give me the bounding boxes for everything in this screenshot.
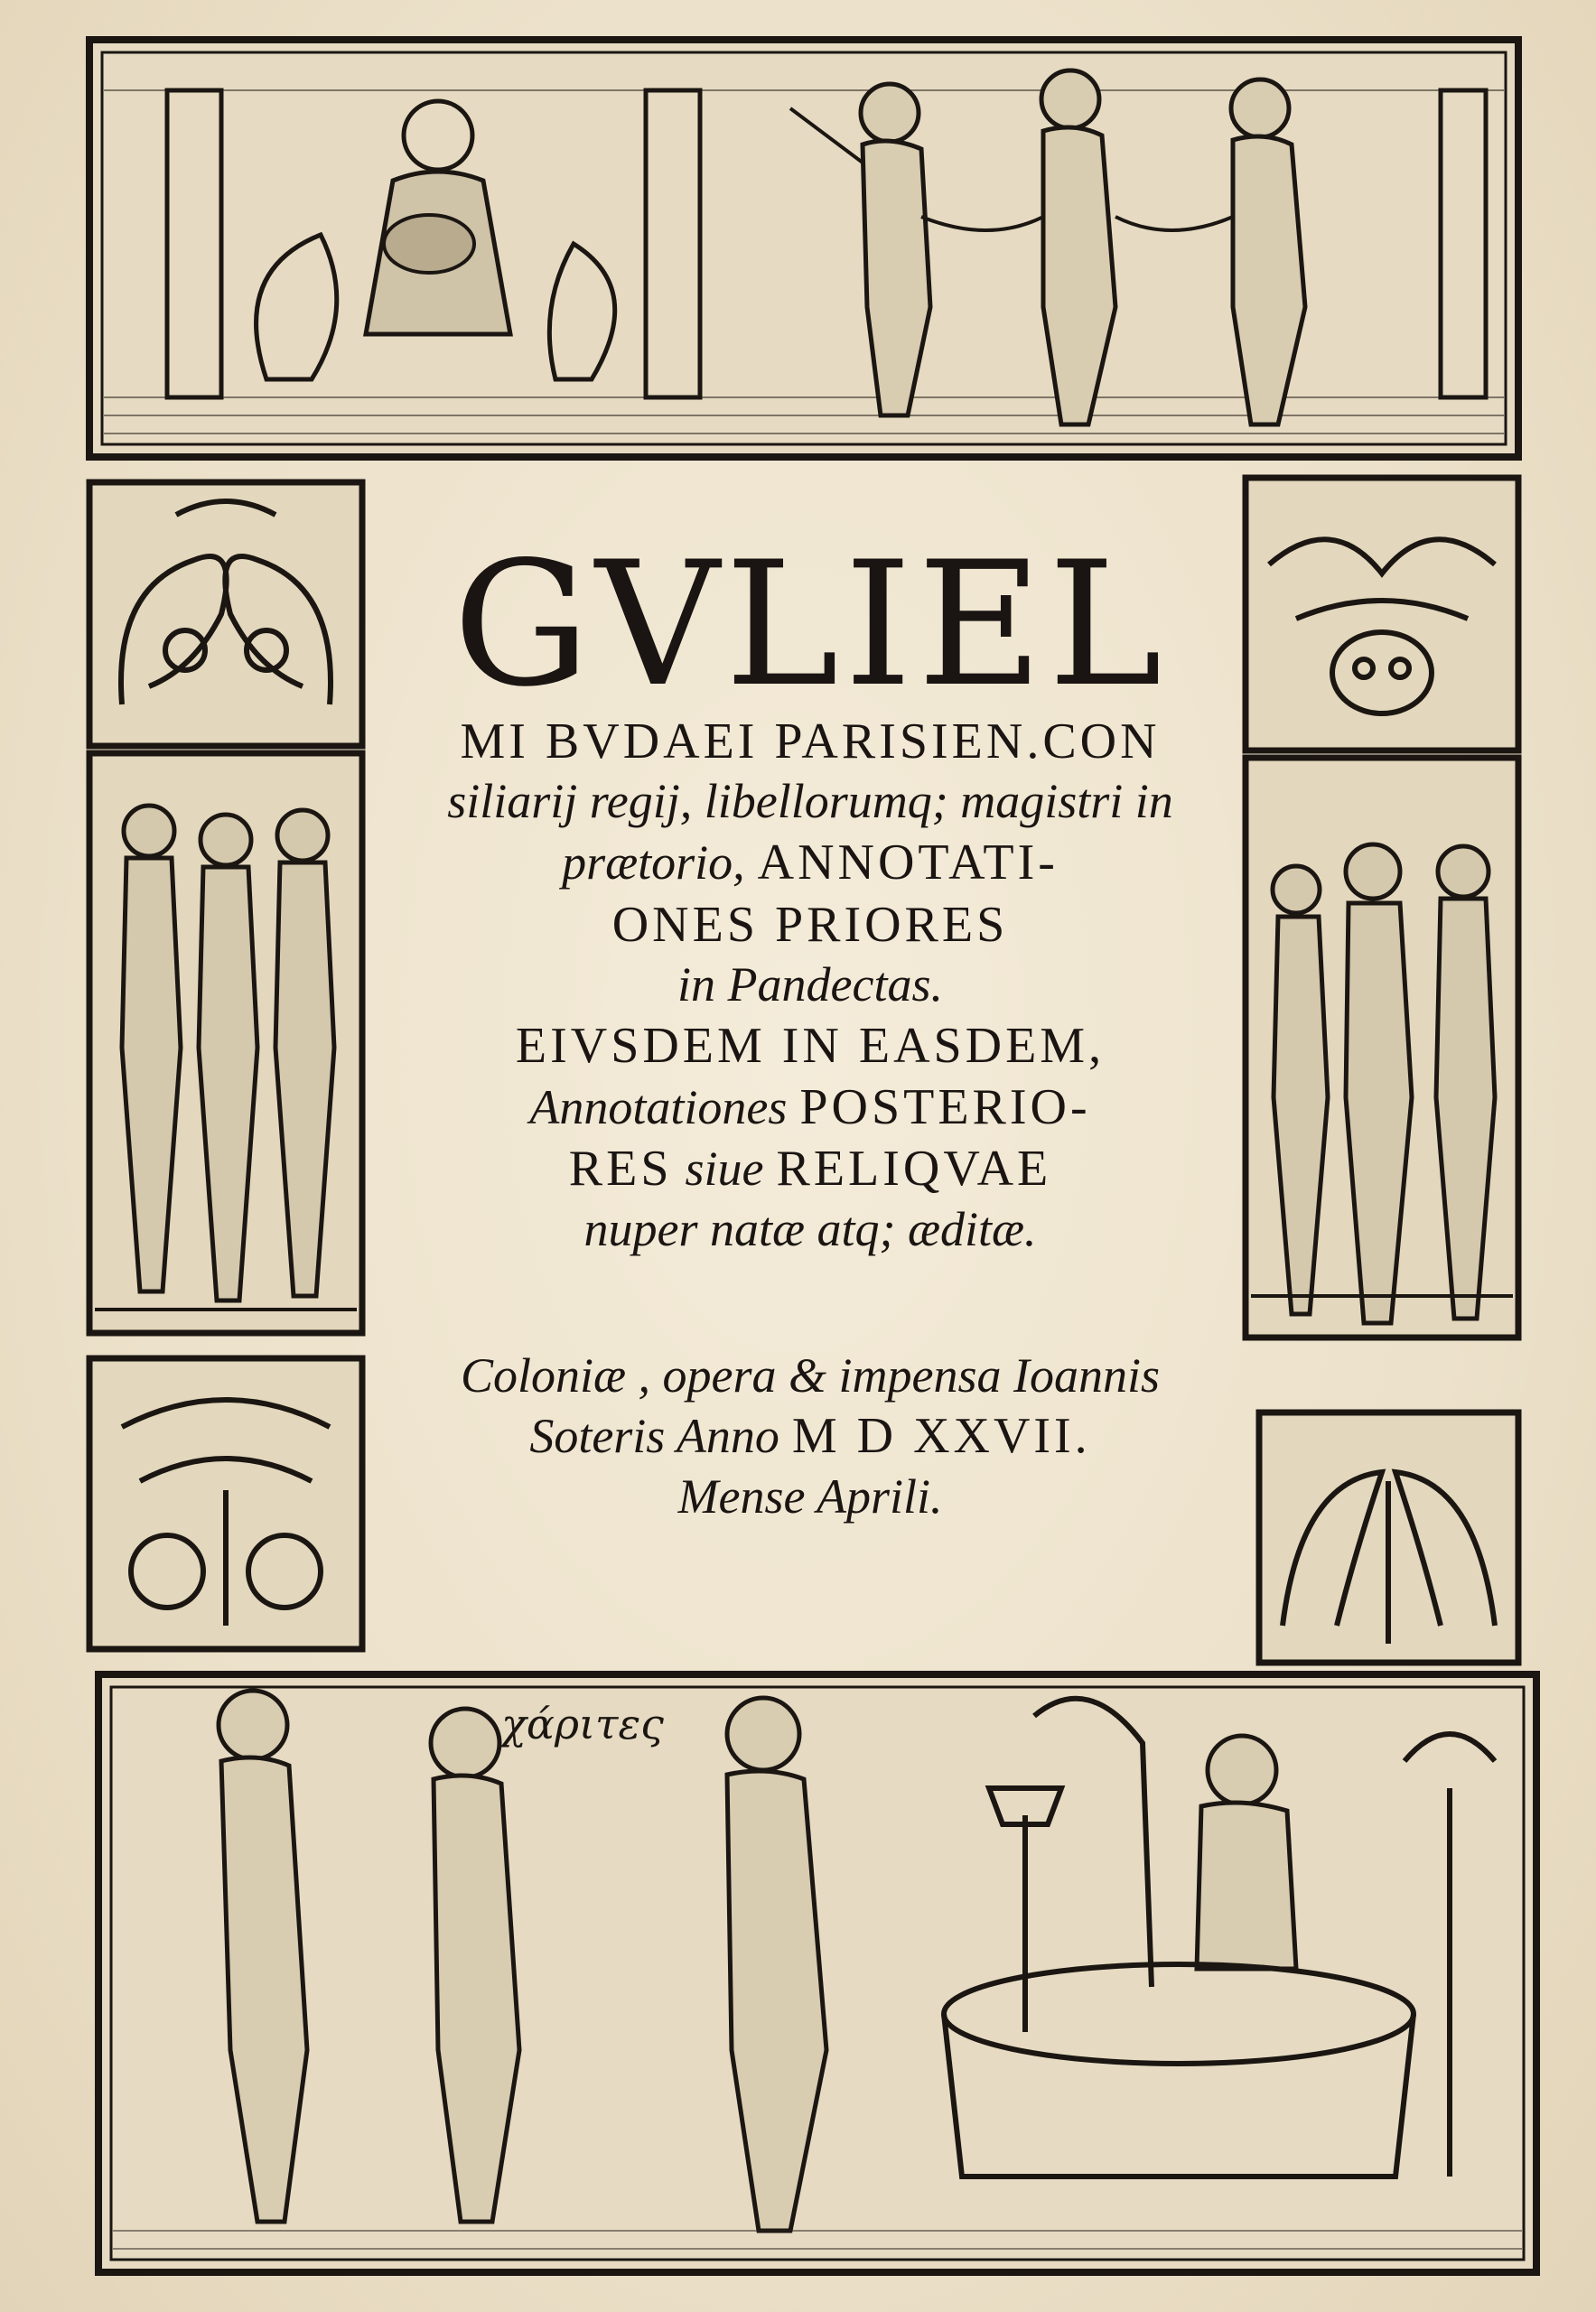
dragon-ornament-illustration [1255, 1409, 1522, 1666]
imprint-line-2 [378, 1405, 1243, 1467]
title-block [378, 501, 1243, 1666]
left-woodcut-panel-middle [86, 750, 366, 1337]
title-line-3 [378, 832, 1243, 893]
title-line-7 [378, 1077, 1243, 1138]
title-line-8-caps-a: RES [568, 1141, 673, 1198]
ornament-illustration [86, 479, 366, 750]
title-line-8-italic: siue [685, 1142, 764, 1197]
left-woodcut-panel-top [86, 479, 366, 750]
three-graces-right-illustration [1242, 754, 1522, 1341]
imprint-block [378, 1347, 1243, 1527]
title-line-8-caps-b: RELIQVAE [776, 1141, 1052, 1198]
title-line-9: nuper natæ atq; æditæ. [583, 1201, 1037, 1256]
right-woodcut-panel-middle [1242, 754, 1522, 1341]
top-woodcut-illustration [86, 36, 1522, 461]
imprint-line-2-caps: M D XXVII. [791, 1408, 1091, 1465]
imprint-line-3: Mense Aprili. [677, 1468, 943, 1524]
title-line-4: ONES PRIORES [611, 896, 1009, 953]
title-line-3-caps: ANNOTATI- [757, 834, 1059, 891]
left-woodcut-panel-bottom [86, 1355, 366, 1653]
title-line-7-italic: Annotationes [529, 1080, 788, 1134]
imprint-line-2-italic: Soteris Anno [529, 1409, 779, 1464]
right-woodcut-panel-bottom [1255, 1409, 1522, 1666]
title-line-5: in Pandectas. [677, 956, 943, 1012]
imprint-line-1: Coloniæ , opera & impensa Ioannis [460, 1347, 1160, 1403]
three-graces-left-illustration [86, 750, 366, 1337]
right-woodcut-panel-top [1242, 474, 1522, 754]
title-large-initial: GVLIEL [453, 525, 1168, 724]
title-line-7-caps: POSTERIO- [799, 1079, 1091, 1135]
title-line-3-italic: prætorio, [562, 835, 745, 890]
graces-fountain-illustration [95, 1671, 1540, 2276]
woodcut-caption-greek: χάριτες [501, 1700, 664, 1748]
bottom-woodcut-panel [95, 1671, 1540, 2276]
title-line-1: MI BVDAEI PARISIEN.CON [460, 713, 1161, 769]
title-line-6: EIVSDEM IN EASDEM, [515, 1017, 1106, 1074]
title-line-8 [378, 1138, 1243, 1199]
title-line-2: siliarij regij, libellorumq; magistri in [447, 774, 1173, 829]
bird-ornament-illustration [1242, 474, 1522, 754]
foliage-ornament-illustration [86, 1355, 366, 1653]
top-woodcut-panel [86, 36, 1522, 461]
